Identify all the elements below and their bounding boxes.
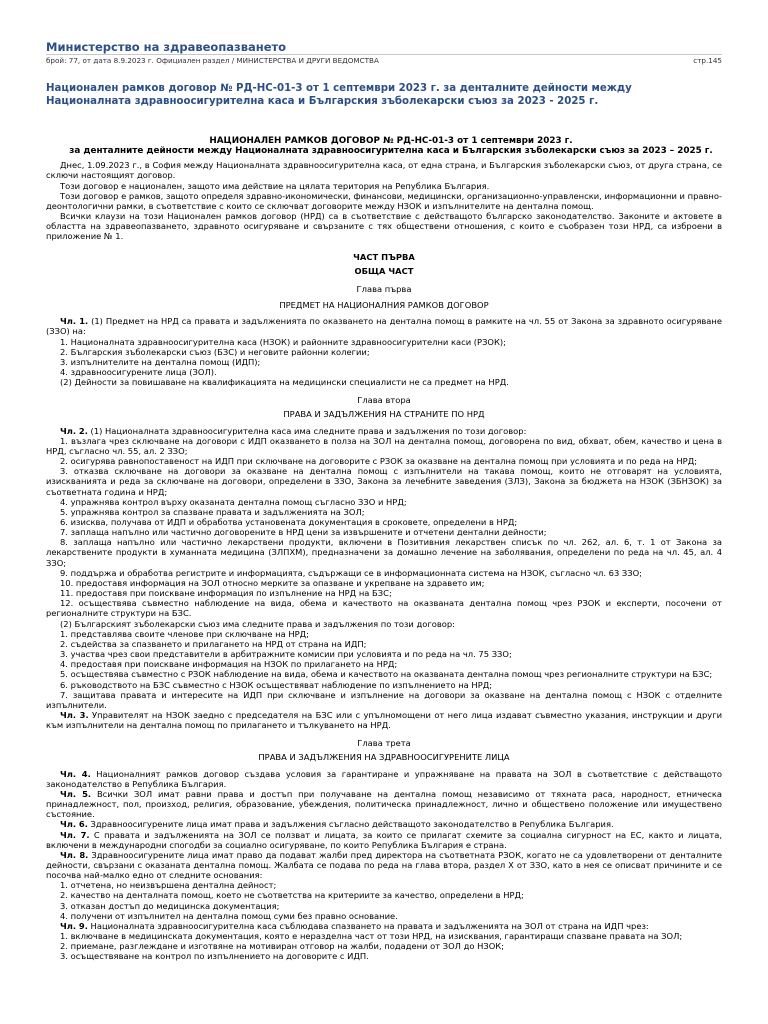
list-item: 4. получени от изпълнител на дентална помощ суми без правно основание. bbox=[60, 910, 398, 921]
article-label: Чл. 3. bbox=[60, 709, 89, 720]
article-text: Националната здравноосигурителна каса съблюдава спазването на правата и задълженията на ЗОЛ от страна на ИДП чрез: bbox=[87, 920, 649, 931]
list-item: 1. Националната здравноосигурителна каса (НЗОК) и районните здравноосигурителни каси (РЗОК); bbox=[60, 336, 506, 347]
chapter-label: Глава втора bbox=[357, 395, 411, 406]
list-item: 12. осъществява съвместно наблюдение на вида, обема и качеството на оказваната дентална помощ чрез РЗОК и експерти, посочени от регионалните структури на БЗС. bbox=[46, 598, 722, 619]
article-label: Чл. 7. bbox=[60, 829, 90, 840]
list-item: 7. защитава правата и интересите на ИДП при сключване и изпълнение на договори за оказване на дентална помощ с НЗОК с отделните изпълнители. bbox=[46, 689, 722, 710]
article-text: Управителят на НЗОК заедно с председателя на БЗС или с упълномощени от него лица издават съвместно указания, инструкции и други към изпълнители на дентална помощ по прилагането и тълкуването на НРД. bbox=[46, 709, 722, 731]
list-item: 4. здравноосигурените лица (ЗОЛ). bbox=[60, 366, 217, 377]
article-text: (1) Националната здравноосигурителна каса има следните права и задължения по този договор: bbox=[87, 425, 527, 436]
article-text: Здравноосигурените лица имат право да подават жалби пред директора на съответната РЗОК, когато не са удовлетворени от денталните дейности, свързани с оказаната дентална помощ. Жалбата се подава по реда на глава втора, раздел Х от ЗЗО, като в нея се описват причините и се посочва най-малко едно от следните основания: bbox=[46, 849, 722, 881]
article-1 bbox=[46, 316, 722, 336]
part-title: ЧАСТ ПЪРВА bbox=[353, 251, 415, 262]
list-item: (2) Българският зъболекарски съюз има следните права и задължения по този договор: bbox=[60, 618, 455, 629]
article-text: С правата и задълженията на ЗОЛ се ползват и лицата, за които се прилагат схемите за социална сигурност на ЕС, както и лицата, включени в международни спогодби за социално осигуряване, по които Република България е страна. bbox=[46, 829, 722, 850]
list-item: 3. участва чрез свои представители в арбитражните комисии при условията и по реда на чл. 75 ЗЗО; bbox=[60, 649, 512, 660]
gazette-title: Министерство на здравеопазването bbox=[46, 40, 287, 54]
intro-paragraph: Този договор е рамков, защото определя здравно-икономически, финансови, медицински, организационно-управленски, информационни и правно-деонтологични рамки, в съответствие с които се сключват договорите между НЗОК и изпълнителите на дентална помощ. bbox=[46, 190, 722, 211]
list-item: 4. упражнява контрол върху оказаната дентална помощ съгласно ЗЗО и НРД; bbox=[60, 496, 407, 507]
list-item: 6. изисква, получава от ИДП и обработва установената документация в сроковете, определени в НРД; bbox=[60, 517, 518, 527]
article-9 bbox=[46, 921, 722, 931]
list-item: 3. изпълнителите на дентална помощ (ИДП); bbox=[60, 356, 261, 367]
chapter-label: Глава първа bbox=[356, 283, 412, 294]
list-item: 8. заплаща напълно или частично лекарствени продукти, включени в Позитивния лекарствен списък по чл. 262, ал. 6, т. 1 от Закона за лекарствените продукти в хуманната медицина (ЗЛПХМ), предназначени за домашно лечение на заболявания, определени по реда на чл. 45, ал. 4 ЗЗО; bbox=[46, 537, 722, 568]
article-4 bbox=[46, 769, 722, 789]
list-item: 2. качество на денталната помощ, което не съответства на критериите за качество, определени в НРД; bbox=[60, 890, 524, 901]
list-item: 5. упражнява контрол за спазване правата и задълженията на ЗОЛ; bbox=[60, 506, 365, 517]
list-item: 11. предоставя при поискване информация по изпълнение на НРД на БЗС; bbox=[60, 588, 392, 599]
list-item: 3. осъществяване на контрол по изпълнението на договорите с ИДП. bbox=[60, 951, 369, 962]
article-label: Чл. 2. bbox=[60, 425, 88, 436]
article-label: Чл. 4. bbox=[60, 768, 91, 779]
article-3 bbox=[46, 710, 722, 730]
intro-paragraph: Днес, 1.09.2023 г., в София между Националната здравноосигурителна каса, от една страна, и Българския зъболекарски съюз, от друга страна, се сключи настоящият договор. bbox=[46, 160, 722, 181]
list-item: 3. отказва сключване на договори за оказване на дентална помощ с изпълнители на такава помощ, които не отговарят на условията, изискванията и реда за сключване на договори, определени в ЗЗО, Закона за лечебните заведения (ЗЛЗ), Закона за бюджета на НЗОК (ЗБНЗОК) за съответната година и НРД; bbox=[46, 466, 722, 497]
article-label: Чл. 1. bbox=[60, 316, 89, 327]
document-title-line2: за денталните дейности между Националната здравноосигурителна каса и Българския зъболекарски съюз за 2023 – 2025 г. bbox=[69, 146, 713, 157]
chapter-title: ПРАВА И ЗАДЪЛЖЕНИЯ НА СТРАНИТЕ ПО НРД bbox=[283, 409, 485, 420]
list-item: 7. заплаща напълно или частично договорените в НРД цени за извършените и отчетени дентални дейности; bbox=[60, 527, 547, 538]
gazette-issue-line bbox=[46, 54, 722, 65]
list-item: 1. възлага чрез сключване на договори с ИДП оказването в полза на ЗОЛ на дентална помощ, договорена по вид, обхват, обем, качество и цена в НРД, съгласно чл. 55, ал. 2 ЗЗО; bbox=[46, 435, 722, 456]
list-item: (2) Дейности за повишаване на квалификацията на медицински специалисти не са предмет на НРД. bbox=[60, 377, 509, 388]
document-body bbox=[46, 136, 722, 962]
article-2 bbox=[46, 426, 722, 436]
article-text: (1) Предмет на НРД са правата и задълженията по оказването на дентална помощ в рамките на чл. 55 от Закона за здравното осигуряване (ЗЗО) на: bbox=[46, 316, 722, 337]
article-label: Чл. 9. bbox=[60, 920, 88, 931]
list-item: 5. осъществява съвместно с РЗОК наблюдение на вида, обема и качеството на оказваната дентална помощ чрез регионалните структури на БЗС; bbox=[60, 669, 713, 680]
article-label: Чл. 6. bbox=[60, 819, 88, 830]
article-8 bbox=[46, 850, 722, 880]
article-text: Всички ЗОЛ имат равни права и достъп при получаване на дентална помощ независимо от тяхната раса, народност, етническа принадлежност, пол, произход, религия, образование, убеждения, политическа принадлежност, лично и обществено положение или имуществено състояние. bbox=[46, 788, 722, 820]
list-item: 3. отказан достъп до медицинска документация; bbox=[60, 900, 280, 911]
article-5 bbox=[46, 789, 722, 819]
intro-paragraph: Всички клаузи на този Национален рамков договор (НРД) са в съответствие с действащото българско законодателство. Законите и актовете в областта на здравеопазването, здравното осигуряване и свързаните с тях обществени отношения, с които е съобразен този НРД, са изброени в приложение № 1. bbox=[46, 211, 722, 242]
part-subtitle: ОБЩА ЧАСТ bbox=[354, 265, 414, 276]
list-item: 2. осигурява равнопоставеност на ИДП при сключване на договорите с РЗОК за оказване на дентална помощ при условията и по реда на НРД; bbox=[60, 456, 698, 467]
page-number: стр.145 bbox=[693, 56, 722, 65]
chapter-label: Глава трета bbox=[357, 738, 411, 749]
list-item: 4. предоставя при поискване информация на НЗОК по прилагането на НРД; bbox=[60, 659, 398, 670]
chapter-title: ПРАВА И ЗАДЪЛЖЕНИЯ НА ЗДРАВНООСИГУРЕНИТЕ ЛИЦА bbox=[258, 752, 510, 763]
list-item: 2. съдейства за спазването и прилагането на НРД от страна на ИДП; bbox=[60, 638, 367, 649]
list-item: 1. отчетена, но неизвършена дентална дейност; bbox=[60, 880, 277, 891]
article-label: Чл. 8. bbox=[60, 849, 89, 860]
document-heading: Национален рамков договор № РД-НС-01-3 от 1 септември 2023 г. за денталните дейности между Националната здравноосигурителна каса и Българския зъболекарски съюз за 2023 - 2025 г. bbox=[46, 83, 632, 107]
list-item: 1. включване в медицинската документация, която е неразделна част от този НРД, на изисквания, гарантиращи спазване правата на ЗОЛ; bbox=[60, 931, 683, 942]
list-item: 2. Българския зъболекарски съюз (БЗС) и неговите районни колегии; bbox=[60, 346, 370, 357]
article-label: Чл. 5. bbox=[60, 788, 92, 799]
article-6 bbox=[46, 819, 722, 829]
chapter-title: ПРЕДМЕТ НА НАЦИОНАЛНИЯ РАМКОВ ДОГОВОР bbox=[279, 300, 489, 311]
article-text: Националният рамков договор създава условия за гарантиране и упражняване на правата на ЗОЛ в съответствие с действащото законодателство в Република България. bbox=[46, 768, 722, 789]
intro-paragraph: Този договор е национален, защото има действие на цялата територия на Република България. bbox=[60, 180, 490, 191]
list-item: 2. приемане, разглеждане и изготвяне на мотивиран отговор на жалби, подадени от ЗОЛ до НЗОК; bbox=[60, 941, 505, 952]
article-text: Здравноосигурените лица имат права и задължения съгласно действащото законодателство в Република България. bbox=[87, 819, 614, 830]
list-item: 10. предоставя информация на ЗОЛ относно мерките за опазване и укрепване на здравето им; bbox=[60, 577, 485, 588]
issue-info: брой: 77, от дата 8.9.2023 г. Официален раздел / МИНИСТЕРСТВА И ДРУГИ ВЕДОМСТВА bbox=[46, 56, 379, 65]
document-title-line1: НАЦИОНАЛЕН РАМКОВ ДОГОВОР № РД-НС-01-3 от 1 септември 2023 г. bbox=[209, 136, 573, 146]
list-item: 9. поддържа и обработва регистрите и информацията, съдържащи се в информационната система на НЗОК, съгласно чл. 63 ЗЗО; bbox=[60, 567, 642, 578]
list-item: 6. ръководството на БЗС съвместно с НЗОК осъществяват наблюдение по изпълнението на НРД; bbox=[60, 679, 493, 690]
article-7 bbox=[46, 830, 722, 850]
list-item: 1. представлява своите членове при сключване на НРД; bbox=[60, 628, 309, 639]
